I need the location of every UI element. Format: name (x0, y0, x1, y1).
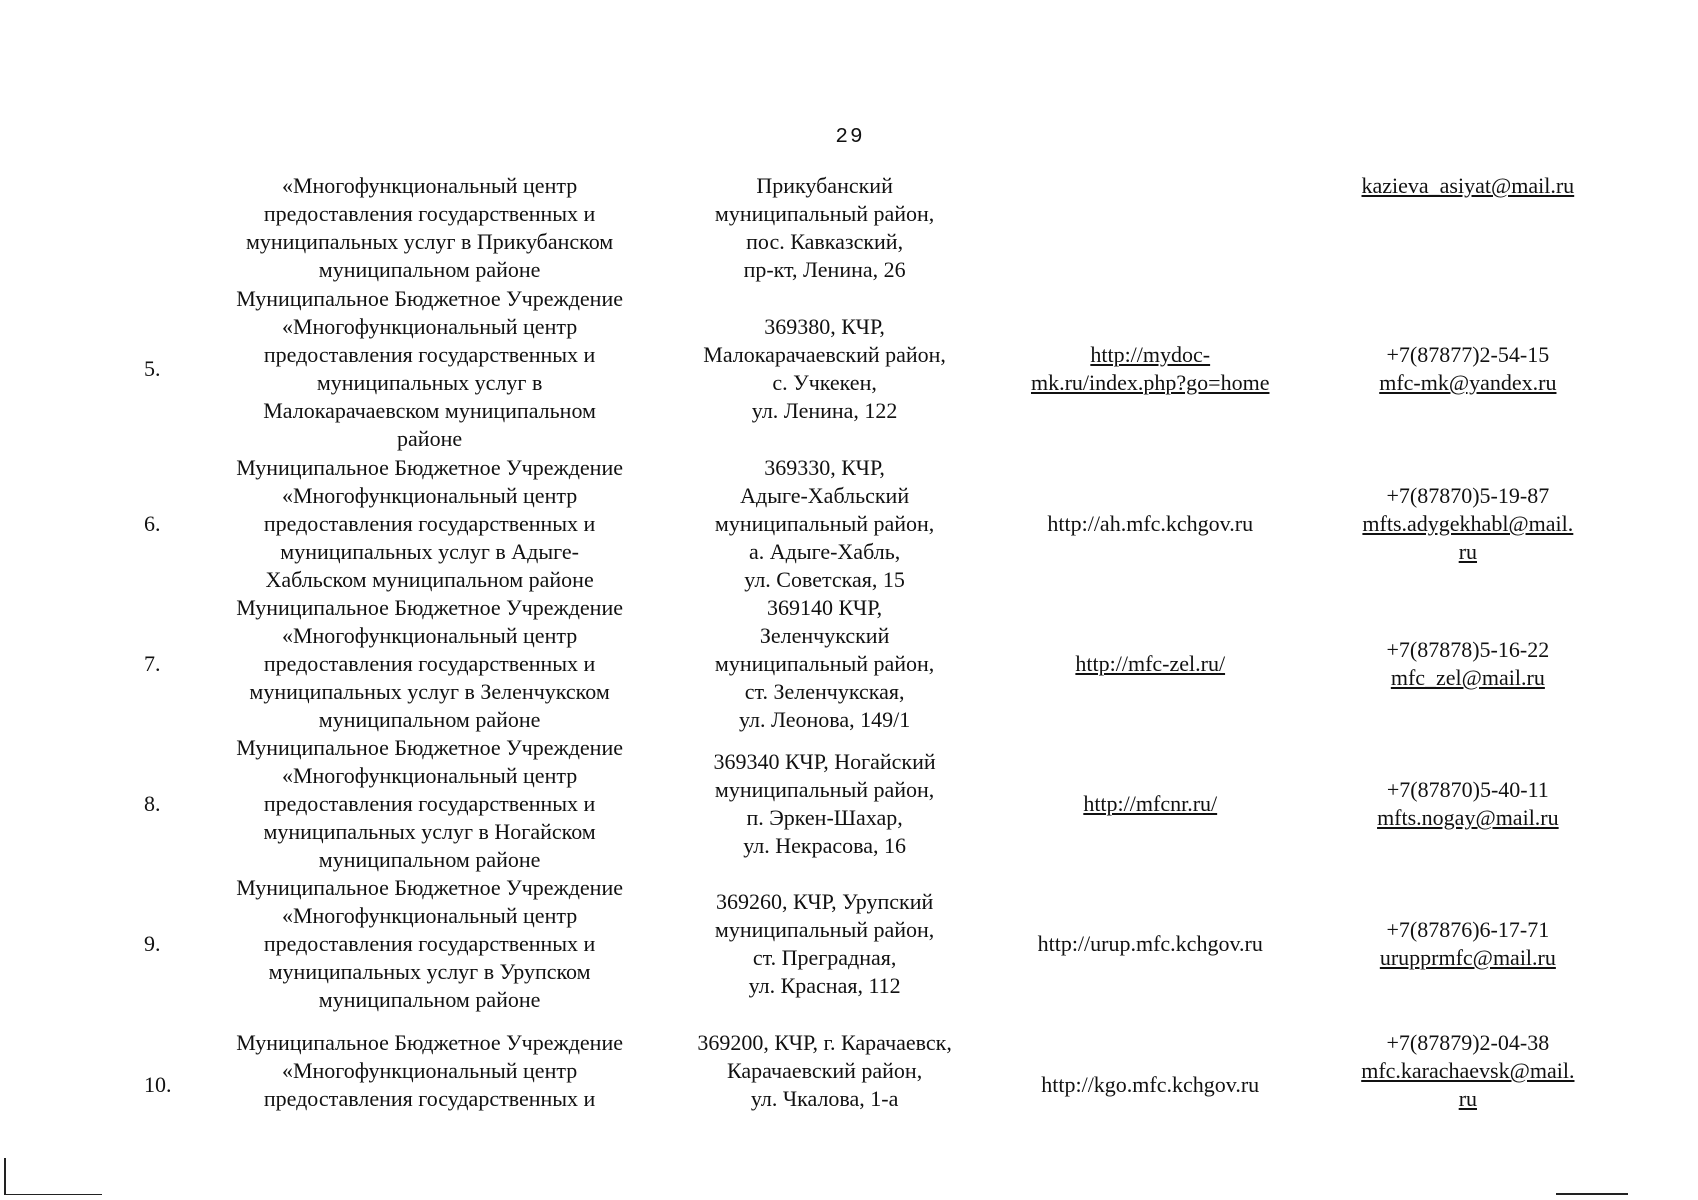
mfc-table (120, 172, 1620, 1128)
organization-address: 369260, КЧР, Урупский муниципальный район, ст. Преградная, ул. Красная, 112 (714, 889, 935, 998)
website-cell (985, 874, 1316, 1014)
contacts-cell (1316, 594, 1620, 734)
email-link[interactable]: urupprmfc@mail.ru (1379, 945, 1556, 970)
table-row (120, 1014, 1620, 1128)
contacts-cell (1316, 734, 1620, 874)
table-row (120, 172, 1620, 284)
organization-address: 369330, КЧР, Адыге-Хабльский муниципальный район, а. Адыге-Хабль, ул. Советская, 15 (714, 455, 935, 592)
table-row (120, 454, 1620, 594)
contacts-cell (1316, 454, 1620, 594)
website-cell (985, 172, 1316, 284)
row-number: 6. (144, 511, 161, 536)
website-text[interactable]: http://ah.mfc.kchgov.ru (1047, 511, 1254, 536)
row-number (120, 172, 195, 284)
email-link[interactable]: mfts.nogay@mail.ru (1377, 805, 1559, 830)
organization-name: Муниципальное Бюджетное Учреждение «Многофункциональный центр предоставления государственных и муниципальных услуг в Малокарачаевском муниципальном районе (236, 286, 623, 451)
website-link[interactable]: http://mfc-zel.ru/ (1075, 651, 1226, 676)
website-link-line-1[interactable]: http://mydoc- (1090, 342, 1211, 367)
contacts-cell (1316, 1014, 1620, 1128)
table-row (120, 734, 1620, 874)
organization-address: 369380, КЧР, Малокарачаевский район, с. Учкекен, ул. Ленина, 122 (703, 314, 946, 423)
row-number: 9. (144, 931, 161, 956)
contacts-cell (1316, 874, 1620, 1014)
email-link[interactable]: mfts.adygekhabl@mail. (1362, 511, 1574, 536)
organization-address: 369140 КЧР, Зеленчукский муниципальный район, ст. Зеленчукская, ул. Леонова, 149/1 (714, 595, 935, 732)
row-number: 10. (144, 1072, 172, 1097)
organization-name: Муниципальное Бюджетное Учреждение «Многофункциональный центр предоставления государственных и муниципальных услуг в Ногайском муниципальном районе (236, 735, 623, 872)
contacts-cell (1316, 172, 1620, 284)
email-link-continued[interactable]: ru (1458, 1086, 1478, 1111)
organization-name: Муниципальное Бюджетное Учреждение «Многофункциональный центр предоставления государственных и муниципальных услуг в Урупском муниципальном районе (236, 875, 623, 1012)
contacts-cell (1316, 284, 1620, 454)
website-link[interactable]: http://mfcnr.ru/ (1083, 791, 1218, 816)
website-link-line-2[interactable]: mk.ru/index.php?go=home (1030, 370, 1270, 395)
organization-name: Муниципальное Бюджетное Учреждение «Многофункциональный центр предоставления государственных и муниципальных услуг в Зеленчукском муниципальном районе (236, 595, 623, 732)
phone-number: +7(87878)5-16-22 (1386, 637, 1550, 662)
phone-number: +7(87870)5-19-87 (1386, 483, 1550, 508)
email-link-continued[interactable]: ru (1458, 539, 1478, 564)
email-link[interactable]: mfc.karachaevsk@mail. (1361, 1058, 1575, 1083)
page-number: 29 (835, 126, 865, 149)
row-number: 7. (144, 651, 161, 676)
phone-number: +7(87870)5-40-11 (1386, 777, 1549, 802)
table-row (120, 594, 1620, 734)
row-number: 8. (144, 791, 161, 816)
email-link[interactable]: mfc-mk@yandex.ru (1379, 370, 1557, 395)
website-cell (985, 454, 1316, 594)
website-text[interactable]: http://urup.mfc.kchgov.ru (1037, 931, 1263, 956)
organization-address: 369200, КЧР, г. Карачаевск, Карачаевский район, ул. Чкалова, 1-а (697, 1030, 952, 1111)
website-cell (985, 734, 1316, 874)
table-row (120, 284, 1620, 454)
phone-number: +7(87879)2-04-38 (1386, 1030, 1550, 1055)
website-cell (985, 594, 1316, 734)
organization-name: «Многофункциональный центр предоставления государственных и муниципальных услуг в Прикубанском муниципальном районе (245, 173, 614, 282)
organization-name: Муниципальное Бюджетное Учреждение «Многофункциональный центр предоставления государственных и (236, 1030, 623, 1111)
website-text[interactable]: http://kgo.mfc.kchgov.ru (1041, 1072, 1260, 1097)
email-link[interactable]: kazieva_asiyat@mail.ru (1361, 173, 1575, 198)
row-number: 5. (144, 356, 161, 381)
scan-corner-mark (4, 1158, 102, 1195)
table-row (120, 874, 1620, 1014)
scan-edge-rule (1556, 1193, 1628, 1195)
organization-name: Муниципальное Бюджетное Учреждение «Многофункциональный центр предоставления государственных и муниципальных услуг в Адыге- Хабльском муниципальном районе (236, 455, 623, 592)
phone-number: +7(87877)2-54-15 (1386, 342, 1550, 367)
website-cell (985, 284, 1316, 454)
organization-address: Прикубанский муниципальный район, пос. Кавказский, пр-кт, Ленина, 26 (714, 173, 935, 282)
email-link[interactable]: mfc_zel@mail.ru (1390, 665, 1545, 690)
organization-address: 369340 КЧР, Ногайский муниципальный район, п. Эркен-Шахар, ул. Некрасова, 16 (713, 749, 936, 858)
website-cell (985, 1014, 1316, 1128)
phone-number: +7(87876)6-17-71 (1386, 917, 1550, 942)
